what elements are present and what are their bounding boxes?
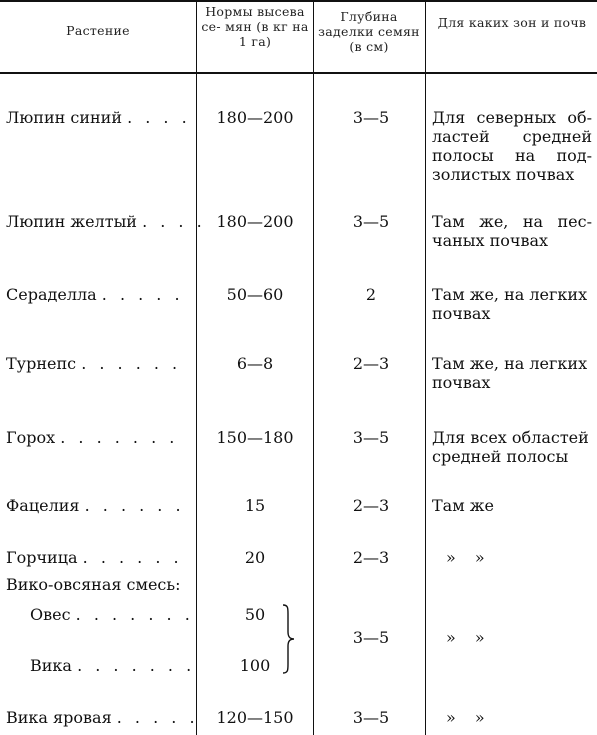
leader-dots: . . . . . . xyxy=(84,496,185,515)
header-depth: Глубина заделки семян (в см) xyxy=(318,9,420,54)
header-rule xyxy=(0,72,597,74)
table-row-rate: 180—200 xyxy=(216,212,294,231)
leader-dots: . . . . xyxy=(127,108,191,127)
leader-dots: . . . . . . . xyxy=(60,428,179,447)
table-row-depth: 3—5 xyxy=(352,212,390,231)
table-row-depth: 2—3 xyxy=(352,496,390,515)
table-row-depth: 3—5 xyxy=(352,428,390,447)
table-row-plant xyxy=(6,108,191,127)
table-row-zone: Там же, на легких почвах xyxy=(432,285,588,323)
header-plant: Растение xyxy=(66,23,130,38)
plant-name: Вика xyxy=(30,656,72,675)
mix-depth: 3—5 xyxy=(352,628,390,647)
mix-zone: » » xyxy=(446,628,485,647)
plant-name: Горох xyxy=(6,428,56,447)
table-row-zone: Для всех областей средней полосы xyxy=(432,428,589,466)
leader-dots: . . . . . . . xyxy=(75,605,194,624)
table-row-plant xyxy=(6,354,181,373)
table-row-depth: 2 xyxy=(365,285,377,304)
table-row-rate: 180—200 xyxy=(216,108,294,127)
column-divider-1 xyxy=(196,0,197,735)
table-row-plant xyxy=(6,708,199,727)
plant-name: Люпин желтый xyxy=(6,212,137,231)
plant-name: Сераделла xyxy=(6,285,97,304)
mix-vetch-plant xyxy=(30,656,195,675)
column-divider-2 xyxy=(313,0,314,735)
leader-dots: . . . . . xyxy=(101,285,184,304)
table-row-zone: Для северных об- ластей средней полосы на под- золистых почвах xyxy=(432,108,592,184)
header-zones: Для каких зон и почв xyxy=(437,15,587,30)
leader-dots: . . . . . . . xyxy=(77,656,196,675)
table-row-zone: Там же, на легких почвах xyxy=(432,354,588,392)
plant-name: Люпин синий xyxy=(6,108,122,127)
table-row-rate: 150—180 xyxy=(216,428,294,447)
table-row-zone: Там же xyxy=(432,496,494,515)
table-row-rate: 20 xyxy=(244,548,266,567)
plant-name: Фацелия xyxy=(6,496,80,515)
leader-dots: . . . . . . xyxy=(82,548,183,567)
table-row-depth: 2—3 xyxy=(352,354,390,373)
table-row-rate: 6—8 xyxy=(236,354,274,373)
table-row-depth: 3—5 xyxy=(352,708,390,727)
table-row-rate: 15 xyxy=(244,496,266,515)
leader-dots: . . . . . . xyxy=(81,354,182,373)
table-row-depth: 3—5 xyxy=(352,108,390,127)
mix-vetch-rate: 100 xyxy=(239,656,271,675)
plant-name: Вика яровая xyxy=(6,708,112,727)
table-row-rate: 50—60 xyxy=(226,285,284,304)
leader-dots: . . . . . xyxy=(116,708,199,727)
plant-name: Турнепс xyxy=(6,354,77,373)
table-row-rate: 120—150 xyxy=(216,708,294,727)
table-row-plant xyxy=(6,212,206,231)
plant-name: Горчица xyxy=(6,548,78,567)
table-row-plant xyxy=(6,496,185,515)
table-row-zone: » » xyxy=(446,548,485,567)
header-seed-rate: Нормы высева се- мян (в кг на 1 га) xyxy=(201,4,309,49)
table-row-plant xyxy=(6,428,178,447)
mix-oats-plant xyxy=(30,605,194,624)
table-row-plant xyxy=(6,548,183,567)
plant-name: Овес xyxy=(30,605,71,624)
mix-oats-rate: 50 xyxy=(244,605,266,624)
grouping-brace-icon xyxy=(281,604,295,674)
leader-dots: . . . . xyxy=(142,212,206,231)
top-rule xyxy=(0,0,597,2)
table-row-depth: 2—3 xyxy=(352,548,390,567)
table-row-zone: » » xyxy=(446,708,485,727)
table-row-zone: Там же, на пес- чаных почвах xyxy=(432,212,592,250)
mix-title: Вико-овсяная смесь: xyxy=(6,575,181,594)
table-row-plant xyxy=(6,285,184,304)
